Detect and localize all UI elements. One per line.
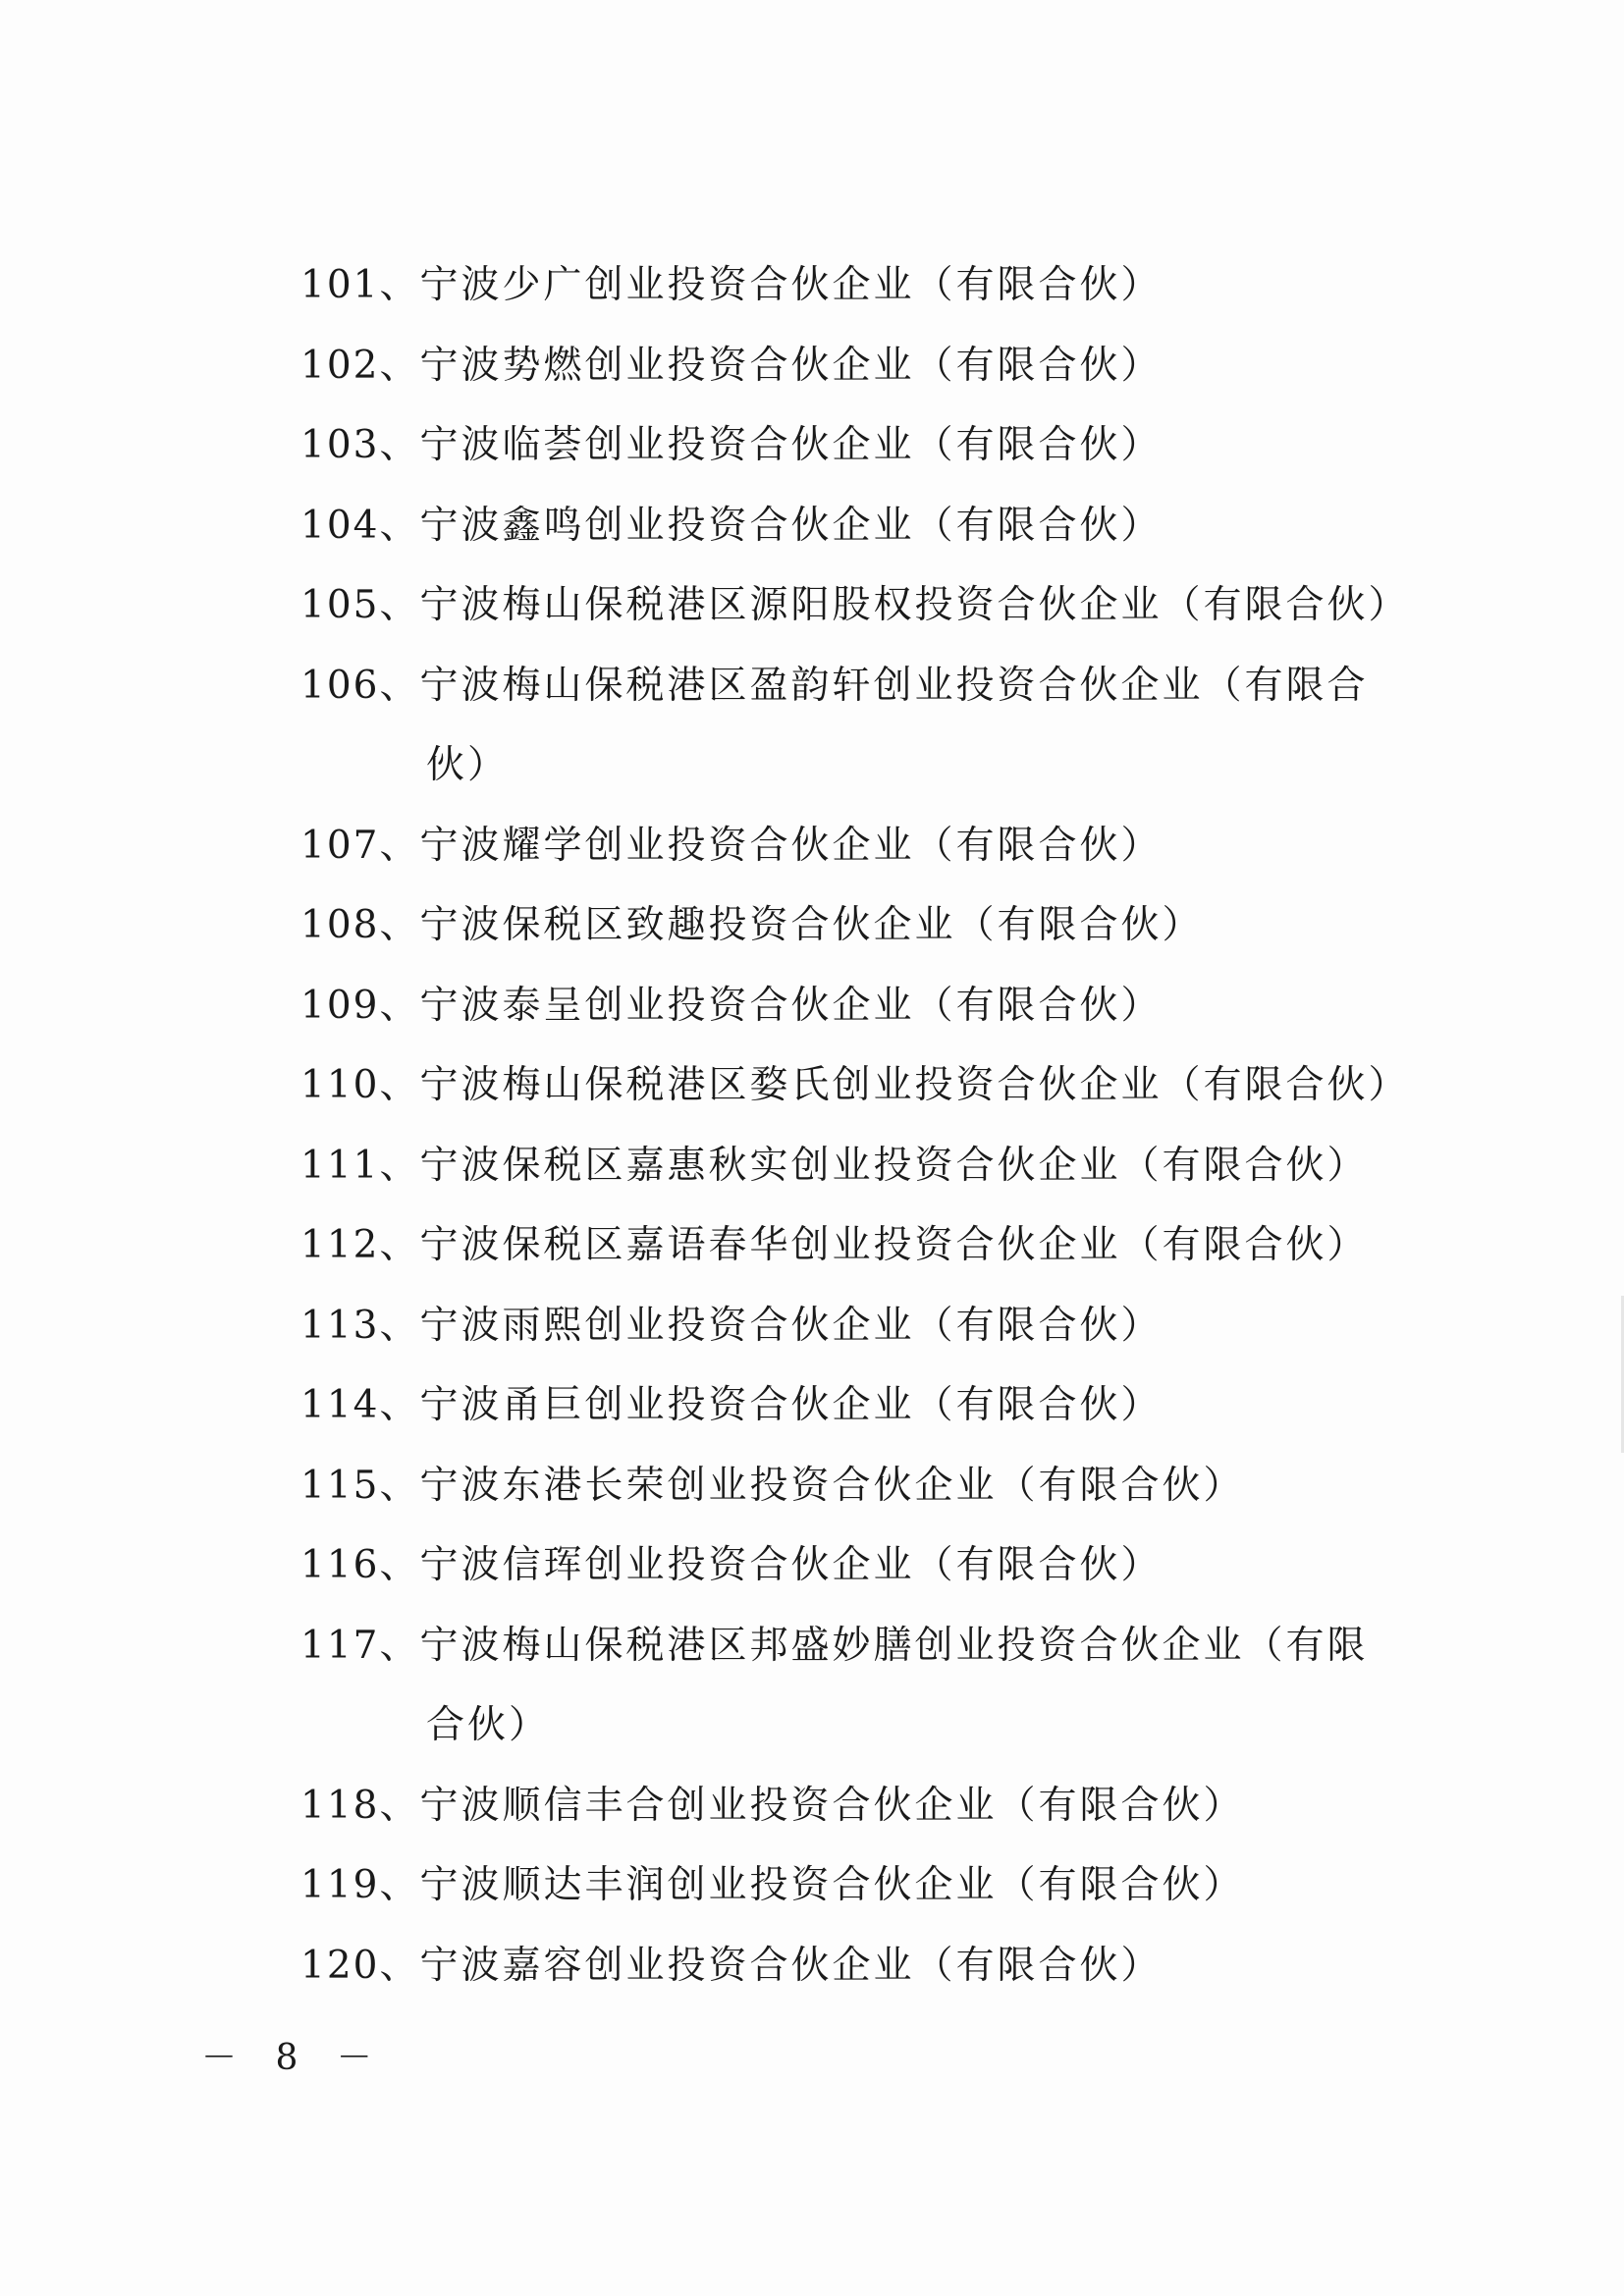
list-item-line xyxy=(300,1365,1449,1446)
list-item-name: 宁波顺达丰润创业投资合伙企业（有限合伙） xyxy=(419,1863,1245,1907)
list-item-name: 宁波梅山保税港区婺氏创业投资合伙企业（有限合伙） xyxy=(419,1063,1410,1107)
list-item-name-continued: 伙） xyxy=(426,743,510,787)
list-item xyxy=(300,1045,1449,1126)
list-item-name: 宁波雨熙创业投资合伙企业（有限合伙） xyxy=(419,1303,1163,1348)
list-item-name: 宁波鑫鸣创业投资合伙企业（有限合伙） xyxy=(419,503,1163,548)
list-item-number: 105、 xyxy=(300,583,420,627)
list-item-line xyxy=(300,1446,1449,1526)
list-item-number: 117、 xyxy=(300,1623,420,1668)
list-item-line xyxy=(300,1205,1449,1286)
list-item-number: 109、 xyxy=(300,983,420,1028)
list-item xyxy=(300,1606,1449,1766)
list-item xyxy=(300,646,1449,806)
list-item-number: 107、 xyxy=(300,823,420,868)
list-item-name: 宁波顺信丰合创业投资合伙企业（有限合伙） xyxy=(419,1783,1245,1828)
list-item-name-continued: 合伙） xyxy=(426,1703,551,1747)
list-item-line xyxy=(300,966,1449,1046)
list-item-line xyxy=(300,1286,1449,1366)
list-item-name: 宁波信珲创业投资合伙企业（有限合伙） xyxy=(419,1543,1163,1587)
list-item-line xyxy=(300,1606,1449,1686)
list-item xyxy=(300,1845,1449,1926)
list-item-name: 宁波势燃创业投资合伙企业（有限合伙） xyxy=(419,343,1163,388)
list-item xyxy=(300,1525,1449,1606)
list-item xyxy=(300,885,1449,966)
list-item-line xyxy=(300,1845,1449,1926)
list-item-name: 宁波保税区嘉语春华创业投资合伙企业（有限合伙） xyxy=(419,1223,1369,1267)
list-item-line xyxy=(300,646,1449,726)
list-item-number: 113、 xyxy=(300,1303,420,1348)
list-item-name: 宁波少广创业投资合伙企业（有限合伙） xyxy=(419,263,1163,307)
list-item xyxy=(300,245,1449,326)
list-item-line xyxy=(300,1126,1449,1206)
list-item-name: 宁波梅山保税港区邦盛妙膳创业投资合伙企业（有限 xyxy=(419,1623,1369,1668)
list-item xyxy=(300,1365,1449,1446)
list-item-line xyxy=(300,565,1449,646)
list-item-number: 106、 xyxy=(300,663,420,708)
list-item xyxy=(300,1446,1449,1526)
list-item xyxy=(300,1205,1449,1286)
list-item xyxy=(300,806,1449,886)
list-item-number: 112、 xyxy=(300,1223,420,1267)
list-item-name: 宁波耀学创业投资合伙企业（有限合伙） xyxy=(419,823,1163,868)
list-item xyxy=(300,1126,1449,1206)
list-item-name: 宁波临荟创业投资合伙企业（有限合伙） xyxy=(419,423,1163,467)
list-item-name: 宁波泰呈创业投资合伙企业（有限合伙） xyxy=(419,983,1163,1028)
list-item xyxy=(300,326,1449,406)
list-item-number: 114、 xyxy=(300,1383,420,1427)
list-item-number: 118、 xyxy=(300,1783,420,1828)
list-item-number: 108、 xyxy=(300,903,420,947)
list-item-line xyxy=(300,1525,1449,1606)
list-item xyxy=(300,1926,1449,2006)
list-item xyxy=(300,966,1449,1046)
enterprise-list xyxy=(300,245,1449,2005)
list-item-name: 宁波梅山保税港区盈韵轩创业投资合伙企业（有限合 xyxy=(419,663,1369,708)
list-item-number: 102、 xyxy=(300,343,420,388)
list-item-name: 宁波甬巨创业投资合伙企业（有限合伙） xyxy=(419,1383,1163,1427)
list-item-number: 110、 xyxy=(300,1063,420,1107)
list-item-name: 宁波保税区嘉惠秋实创业投资合伙企业（有限合伙） xyxy=(419,1143,1369,1188)
list-item-number: 116、 xyxy=(300,1543,420,1587)
list-item xyxy=(300,1766,1449,1846)
list-item-line xyxy=(300,1926,1449,2006)
list-item-line xyxy=(300,1045,1449,1126)
list-item-number: 120、 xyxy=(300,1943,420,1988)
list-item-name: 宁波东港长荣创业投资合伙企业（有限合伙） xyxy=(419,1463,1245,1508)
list-item-number: 103、 xyxy=(300,423,420,467)
page-number: － 8 － xyxy=(201,2038,386,2078)
list-item-name: 宁波梅山保税港区源阳股权投资合伙企业（有限合伙） xyxy=(419,583,1410,627)
list-item-number: 115、 xyxy=(300,1463,420,1508)
list-item xyxy=(300,405,1449,486)
list-item-line xyxy=(300,486,1449,566)
list-item-line xyxy=(300,885,1449,966)
list-item-number: 101、 xyxy=(300,263,420,307)
list-item-number: 111、 xyxy=(300,1143,420,1188)
list-item xyxy=(300,486,1449,566)
list-item-number: 104、 xyxy=(300,503,420,548)
list-item-name: 宁波嘉容创业投资合伙企业（有限合伙） xyxy=(419,1943,1163,1988)
list-item-line xyxy=(300,1766,1449,1846)
list-item xyxy=(300,1286,1449,1366)
list-item-line xyxy=(300,245,1449,326)
list-item-line xyxy=(300,405,1449,486)
list-item-line xyxy=(300,806,1449,886)
list-item-line xyxy=(300,326,1449,406)
list-item-number: 119、 xyxy=(300,1863,420,1907)
list-item-name: 宁波保税区致趣投资合伙企业（有限合伙） xyxy=(419,903,1204,947)
list-item xyxy=(300,565,1449,646)
